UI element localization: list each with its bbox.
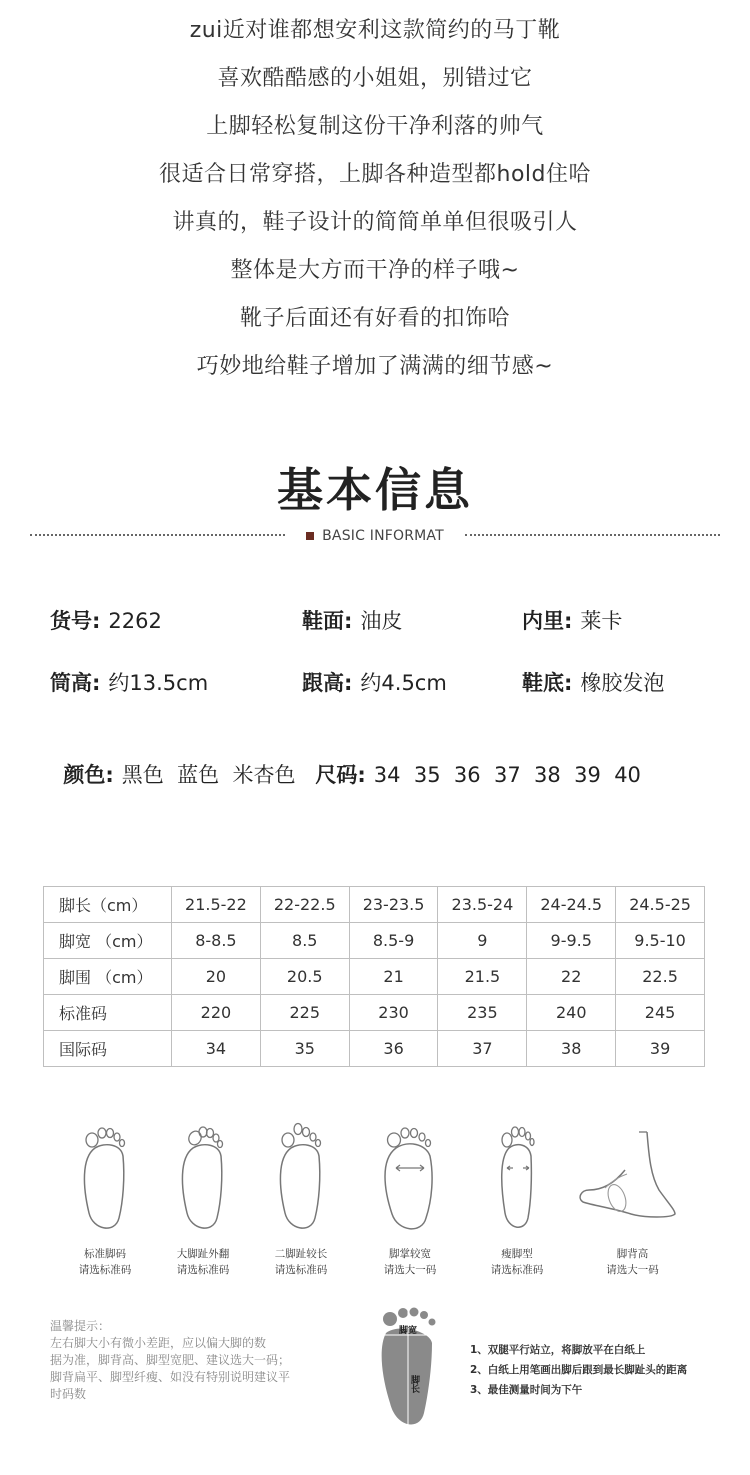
foot-type-card [355, 1118, 465, 1278]
table-cell: 24-24.5 [527, 887, 616, 923]
info-label: 颜色: [63, 763, 114, 787]
info-value: 约13.5cm [108, 671, 209, 695]
info-label: 鞋底: [522, 671, 573, 695]
info-label: 内里: [522, 609, 573, 633]
warm-tips [50, 1318, 350, 1403]
measure-step: 2、白纸上用笔画出脚后跟到最长脚趾头的距离 [470, 1364, 688, 1376]
info-label: 跟高: [302, 671, 353, 695]
info-item-item-no [50, 606, 162, 636]
table-cell: 20 [172, 959, 261, 995]
table-row [44, 887, 705, 923]
table-cell: 35 [260, 1031, 349, 1067]
foot-length-label: 脚长 [409, 1375, 419, 1393]
info-label: 筒高: [50, 671, 101, 695]
info-label: 鞋面: [302, 609, 353, 633]
table-cell: 39 [616, 1031, 705, 1067]
dotted-divider [465, 534, 720, 536]
measure-step: 3、最佳测量时间为下午 [470, 1384, 583, 1396]
table-cell: 37 [438, 1031, 527, 1067]
foot-type-name: 标准脚码 [84, 1248, 126, 1260]
row-header: 标准码 [44, 995, 172, 1031]
foot-type-card [50, 1118, 160, 1278]
info-item-sole [522, 668, 664, 698]
info-value: 约4.5cm [360, 671, 447, 695]
foot-type-name: 大脚趾外翻 [176, 1248, 230, 1260]
foot-type-name: 二脚趾较长 [274, 1248, 328, 1260]
dotted-divider [30, 534, 285, 536]
foot-type-card [462, 1118, 572, 1278]
foot-type-advice: 请选大一码 [606, 1264, 659, 1276]
foot-type-card [148, 1118, 258, 1278]
foot-type-advice: 请选大一码 [383, 1264, 437, 1276]
foot-measure-diagram [372, 1303, 452, 1442]
table-cell: 230 [349, 995, 438, 1031]
tips-title: 温馨提示： [50, 1319, 111, 1333]
foot-width-label: 脚宽 [398, 1326, 418, 1336]
table-cell: 34 [172, 1031, 261, 1067]
table-cell: 225 [260, 995, 349, 1031]
section-title: 基本信息 [277, 463, 473, 517]
table-cell: 8.5-9 [349, 923, 438, 959]
measure-steps [470, 1340, 730, 1400]
info-item-shaft-height [50, 668, 208, 698]
table-cell: 9 [438, 923, 527, 959]
table-cell: 36 [349, 1031, 438, 1067]
table-cell: 8-8.5 [172, 923, 261, 959]
foot-type-advice: 请选标准码 [490, 1264, 544, 1276]
foot-type-card [246, 1118, 356, 1278]
intro-line: 整体是大方而干净的样子哦~ [230, 258, 520, 283]
thin-foot-icon [477, 1118, 557, 1238]
foot-type-advice: 请选标准码 [78, 1264, 132, 1276]
foot-types [0, 1118, 750, 1283]
table-cell: 22 [527, 959, 616, 995]
info-value: 2262 [108, 609, 162, 633]
info-label: 尺码: [315, 763, 366, 787]
foot-type-name: 脚背高 [616, 1248, 649, 1260]
table-row [44, 1031, 705, 1067]
table-cell: 9-9.5 [527, 923, 616, 959]
intro-line: 巧妙地给鞋子增加了满满的细节感~ [196, 354, 554, 379]
table-cell: 235 [438, 995, 527, 1031]
table-cell: 220 [172, 995, 261, 1031]
info-item-lining [522, 606, 622, 636]
info-value: 莱卡 [580, 609, 623, 633]
intro-line: 喜欢酷酷感的小姐姐，别错过它 [217, 66, 533, 91]
info-item-sizes [302, 730, 641, 790]
high-instep-foot-icon [575, 1118, 690, 1238]
tips-line: 据为准，脚背高、脚型宽肥、建议选大一码； [50, 1353, 291, 1367]
section-subtitle-text: BASIC INFORMAT [322, 528, 444, 544]
foot-type-name: 瘦脚型 [501, 1248, 533, 1260]
measure-step: 1、双腿平行站立，将脚放平在白纸上 [470, 1344, 646, 1356]
footprint-icon [372, 1303, 452, 1438]
section-subtitle [300, 524, 450, 548]
info-label: 货号: [50, 609, 101, 633]
row-header: 脚围 （cm） [44, 959, 172, 995]
table-cell: 20.5 [260, 959, 349, 995]
table-cell: 9.5-10 [616, 923, 705, 959]
standard-foot-icon [65, 1118, 145, 1238]
foot-type-advice: 请选标准码 [176, 1264, 230, 1276]
table-row [44, 995, 705, 1031]
tips-line: 左右脚大小有微小差距，应以偏大脚的数 [50, 1336, 267, 1350]
info-item-colors [50, 730, 295, 790]
intro-line: 很适合日常穿搭，上脚各种造型都hold住哈 [159, 162, 591, 187]
table-cell: 22.5 [616, 959, 705, 995]
table-cell: 38 [527, 1031, 616, 1067]
info-item-upper [302, 606, 402, 636]
table-cell: 24.5-25 [616, 887, 705, 923]
foot-type-advice: 请选标准码 [274, 1264, 328, 1276]
info-value: 橡胶发泡 [580, 671, 665, 695]
table-cell: 23.5-24 [438, 887, 527, 923]
table-row [44, 959, 705, 995]
table-cell: 245 [616, 995, 705, 1031]
table-cell: 23-23.5 [349, 887, 438, 923]
tips-line: 时码数 [50, 1387, 87, 1401]
tips-line: 脚背扁平、脚型纤瘦、如没有特别说明建议平 [50, 1370, 291, 1384]
intro-line: 上脚轻松复制这份干净利落的帅气 [206, 114, 544, 139]
table-row [44, 923, 705, 959]
row-header: 脚长（cm） [44, 887, 172, 923]
foot-type-card [575, 1118, 690, 1278]
section-subtitle-row [30, 524, 720, 548]
row-header: 国际码 [44, 1031, 172, 1067]
square-bullet-icon [306, 532, 314, 540]
info-value: 黑色 蓝色 米杏色 [121, 763, 296, 787]
table-cell: 22-22.5 [260, 887, 349, 923]
info-item-heel-height [302, 668, 447, 698]
info-value: 34 35 36 37 38 39 40 [373, 763, 641, 787]
table-cell: 21 [349, 959, 438, 995]
table-cell: 8.5 [260, 923, 349, 959]
intro-line: zui近对谁都想安利这款简约的马丁靴 [189, 18, 561, 43]
foot-type-name: 脚掌较宽 [389, 1248, 431, 1260]
intro-line: 讲真的，鞋子设计的简简单单但很吸引人 [172, 210, 578, 235]
info-value: 油皮 [360, 609, 403, 633]
intro-line: 靴子后面还有好看的扣饰哈 [239, 306, 510, 331]
bunion-foot-icon [163, 1118, 243, 1238]
size-table [43, 886, 705, 1067]
table-cell: 240 [527, 995, 616, 1031]
table-cell: 21.5-22 [172, 887, 261, 923]
row-header: 脚宽 （cm） [44, 923, 172, 959]
long-second-toe-foot-icon [261, 1118, 341, 1238]
wide-foot-icon [370, 1118, 450, 1238]
table-cell: 21.5 [438, 959, 527, 995]
